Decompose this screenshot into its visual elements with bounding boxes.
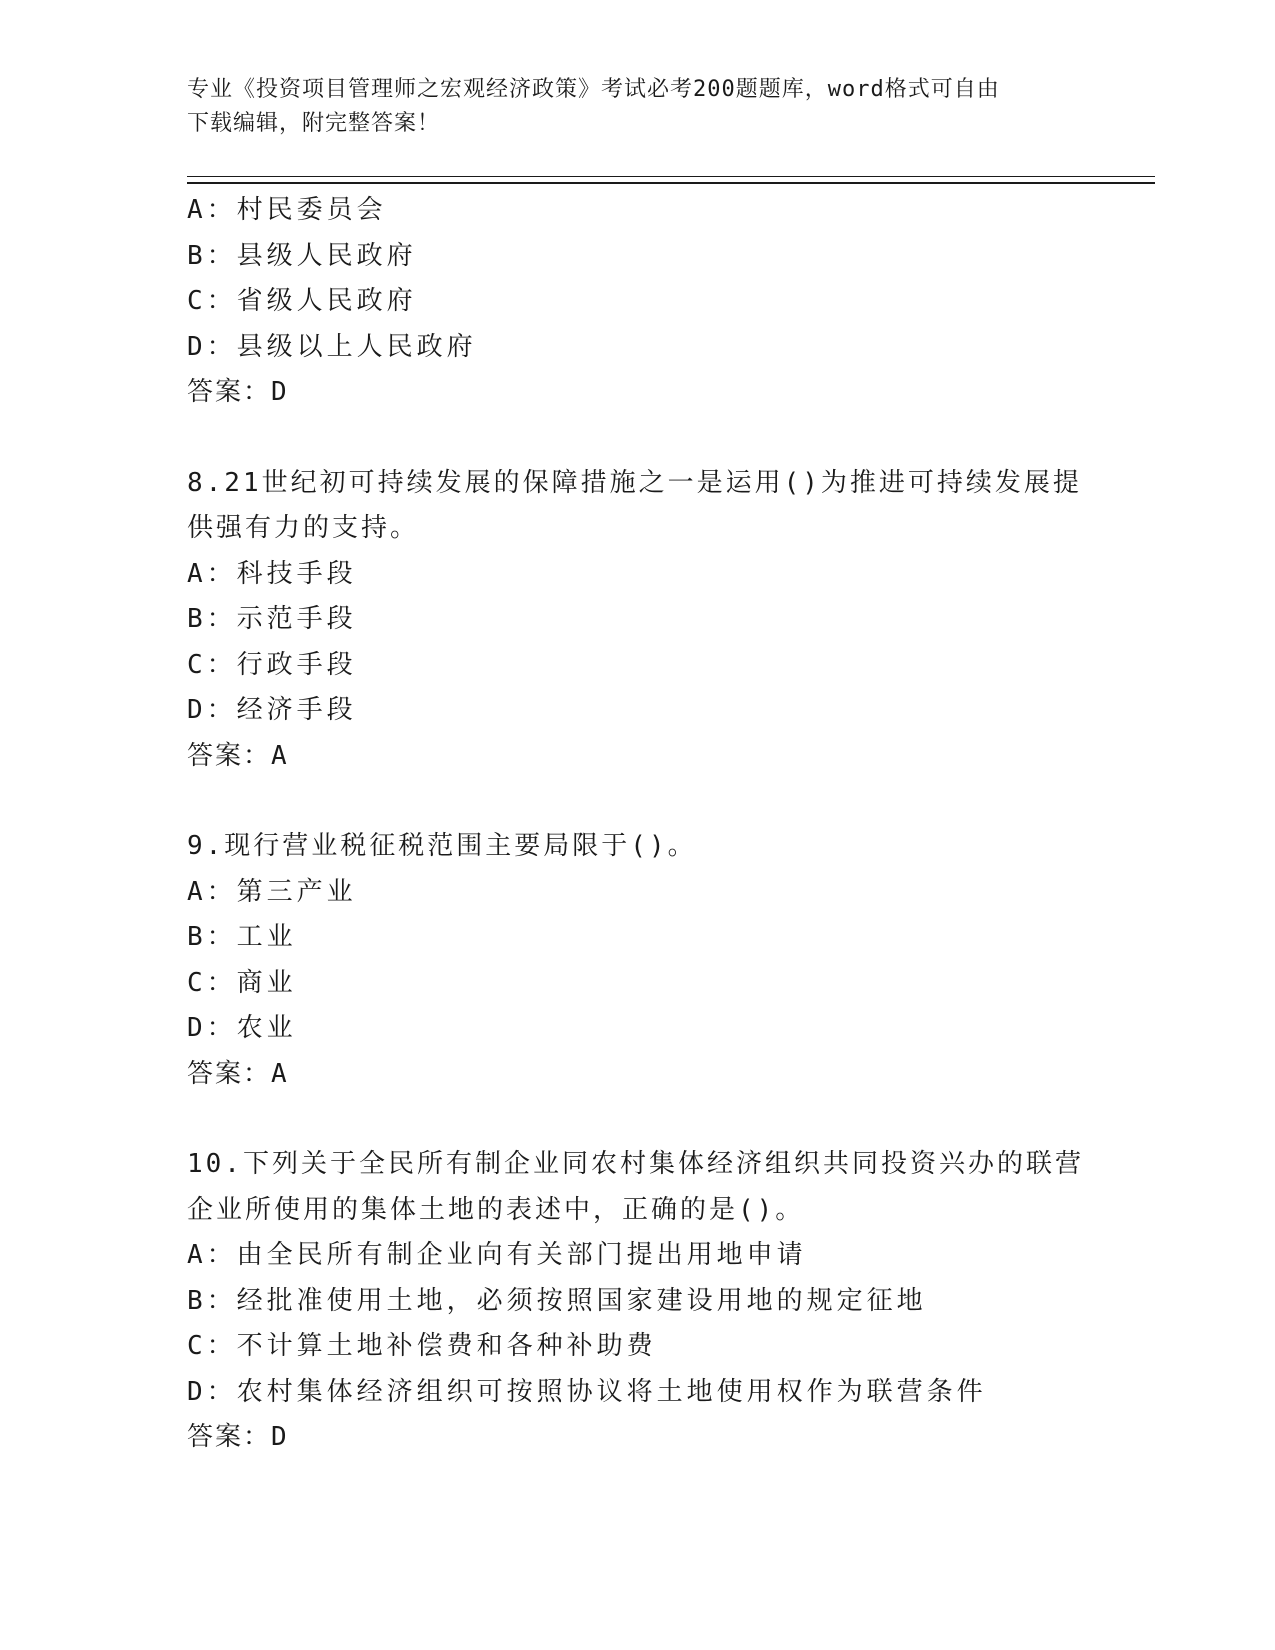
option-d: D：农业 bbox=[187, 1013, 297, 1043]
question-stem-line-2: 供强有力的支持。 bbox=[187, 513, 420, 543]
option-c: C：商业 bbox=[187, 967, 297, 998]
question-stem-line-1: 8.21世纪初可持续发展的保障措施之一是运用()为推进可持续发展提 bbox=[187, 467, 1082, 498]
question-stem-line-1: 10.下列关于全民所有制企业同农村集体经济组织共同投资兴办的联营 bbox=[187, 1149, 1084, 1179]
question-10 bbox=[187, 1142, 1155, 1461]
question-block-7-tail bbox=[187, 188, 1155, 416]
option-b: B：县级人民政府 bbox=[187, 240, 417, 271]
answer-line: 答案：D bbox=[187, 1422, 289, 1452]
option-c: C：省级人民政府 bbox=[187, 286, 417, 316]
answer-line: 答案：D bbox=[187, 377, 289, 407]
option-a: A：第三产业 bbox=[187, 876, 357, 907]
option-a: A：科技手段 bbox=[187, 558, 357, 589]
header-rule-thick bbox=[187, 182, 1155, 184]
document-page bbox=[187, 0, 1155, 1650]
option-a: A：由全民所有制企业向有关部门提出用地申请 bbox=[187, 1240, 807, 1270]
question-9 bbox=[187, 824, 1155, 1097]
option-a: A：村民委员会 bbox=[187, 195, 387, 225]
question-content bbox=[187, 188, 1155, 1461]
question-stem-line-2: 企业所使用的集体土地的表述中，正确的是()。 bbox=[187, 1194, 805, 1225]
answer-line: 答案：A bbox=[187, 740, 289, 771]
option-c: C：不计算土地补偿费和各种补助费 bbox=[187, 1331, 657, 1361]
option-d: D：县级以上人民政府 bbox=[187, 331, 477, 362]
option-b: B：示范手段 bbox=[187, 604, 357, 634]
option-c: C：行政手段 bbox=[187, 649, 357, 680]
option-b: B：经批准使用土地，必须按照国家建设用地的规定征地 bbox=[187, 1285, 927, 1316]
answer-line: 答案：A bbox=[187, 1058, 289, 1089]
header-line-2: 下载编辑，附完整答案！ bbox=[187, 111, 441, 136]
question-stem-line-1: 9.现行营业税征税范围主要局限于()。 bbox=[187, 831, 697, 861]
option-d: D：经济手段 bbox=[187, 695, 357, 725]
document-header bbox=[187, 73, 1087, 141]
header-rule-thin bbox=[187, 176, 1155, 177]
option-d: D：农村集体经济组织可按照协议将土地使用权作为联营条件 bbox=[187, 1376, 987, 1407]
option-b: B：工业 bbox=[187, 922, 297, 952]
header-line-1: 专业《投资项目管理师之宏观经济政策》考试必考200题题库，word格式可自由 bbox=[187, 77, 1000, 102]
question-8 bbox=[187, 461, 1155, 780]
